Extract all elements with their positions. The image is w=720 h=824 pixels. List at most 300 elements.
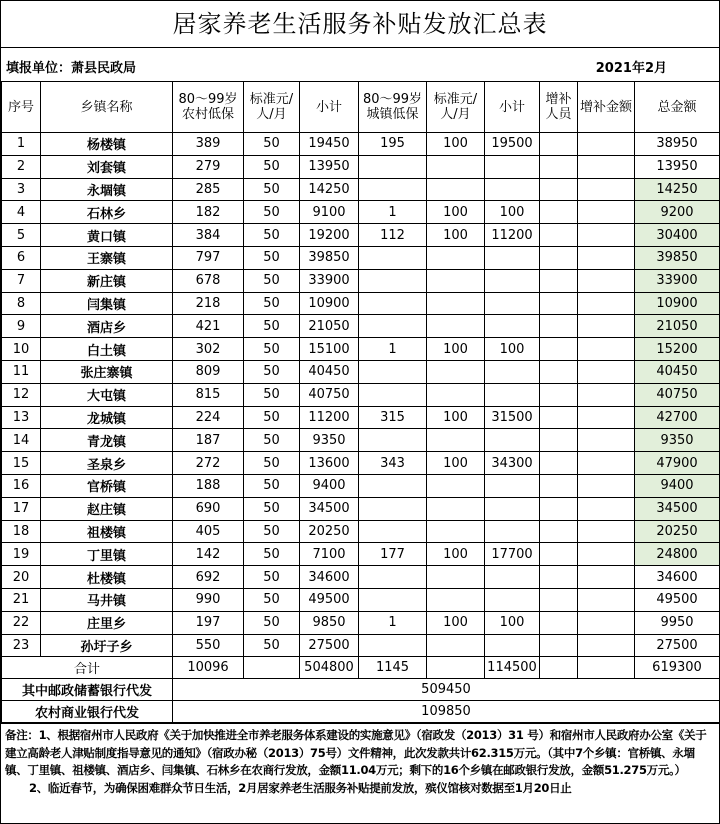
cell-std2 xyxy=(427,155,485,178)
cell-add-amount xyxy=(578,338,635,361)
cell-add-people xyxy=(540,360,578,383)
cell-sub2: 19500 xyxy=(485,133,540,156)
cell-total: 14250 xyxy=(635,178,720,201)
cell-sub2 xyxy=(485,566,540,589)
cell-sub2 xyxy=(485,178,540,201)
cell-rural: 302 xyxy=(173,338,244,361)
rural-bank-label: 农村商业银行代发 xyxy=(2,701,173,723)
rural-bank-value: 109850 xyxy=(173,701,720,723)
cell-total: 42700 xyxy=(635,406,720,429)
cell-urban xyxy=(359,520,427,543)
cell-std1: 50 xyxy=(244,566,300,589)
cell-total: 30400 xyxy=(635,224,720,247)
cell-sub1: 13600 xyxy=(300,452,359,475)
cell-add-people xyxy=(540,611,578,634)
table-row xyxy=(2,406,720,429)
cell-rural: 421 xyxy=(173,315,244,338)
cell-seq: 20 xyxy=(2,566,41,589)
cell-town: 赵庄镇 xyxy=(41,497,173,520)
cell-urban xyxy=(359,429,427,452)
cell-add-amount xyxy=(578,269,635,292)
cell-total: 15200 xyxy=(635,338,720,361)
cell-std1: 50 xyxy=(244,497,300,520)
cell-town: 杨楼镇 xyxy=(41,133,173,156)
table-row xyxy=(2,611,720,634)
cell-town: 官桥镇 xyxy=(41,474,173,497)
cell-add-people xyxy=(540,133,578,156)
cell-urban: 315 xyxy=(359,406,427,429)
cell-rural: 678 xyxy=(173,269,244,292)
cell-add-amount xyxy=(578,566,635,589)
postal-row xyxy=(2,679,720,701)
note-1: 备注：1、根据宿州市人民政府《关于加快推进全市养老服务体系建设的实施意见》（宿政发（2013）31 号）和宿州市人民政府办公室《关于建立高龄老人津贴制度指导意见的通知》（宿政办秘（2013）75号）文件精神，此次发款共计62.315万元。（其中7个乡镇：官桥镇、永堌镇、丁里镇、祖楼镇、酒店乡、闫集镇、石林乡在农商行发放，金额11.04万元；剩下的16个乡镇在邮政银行发放，金额51.275万元。） xyxy=(5,728,707,778)
cell-add-people xyxy=(540,497,578,520)
header-add-people: 增补人员 xyxy=(540,82,578,133)
cell-urban xyxy=(359,566,427,589)
cell-sub1: 33900 xyxy=(300,269,359,292)
cell-town: 丁里镇 xyxy=(41,543,173,566)
cell-sub1: 14250 xyxy=(300,178,359,201)
cell-urban xyxy=(359,246,427,269)
cell-add-amount xyxy=(578,429,635,452)
cell-sub1: 19450 xyxy=(300,133,359,156)
cell-seq: 9 xyxy=(2,315,41,338)
table-row xyxy=(2,292,720,315)
cell-sub1: 11200 xyxy=(300,406,359,429)
totals-rural: 10096 xyxy=(173,657,244,679)
cell-rural: 142 xyxy=(173,543,244,566)
cell-town: 孙圩子乡 xyxy=(41,634,173,657)
cell-rural: 272 xyxy=(173,452,244,475)
cell-add-people xyxy=(540,246,578,269)
cell-std1: 50 xyxy=(244,383,300,406)
cell-rural: 187 xyxy=(173,429,244,452)
cell-add-people xyxy=(540,406,578,429)
totals-total: 619300 xyxy=(635,657,720,679)
cell-add-people xyxy=(540,566,578,589)
cell-total: 20250 xyxy=(635,520,720,543)
table-row xyxy=(2,178,720,201)
table-row xyxy=(2,634,720,657)
cell-std2 xyxy=(427,429,485,452)
cell-urban xyxy=(359,383,427,406)
cell-sub2 xyxy=(485,429,540,452)
cell-town: 新庄镇 xyxy=(41,269,173,292)
cell-add-people xyxy=(540,452,578,475)
cell-add-people xyxy=(540,292,578,315)
cell-seq: 7 xyxy=(2,269,41,292)
cell-urban: 195 xyxy=(359,133,427,156)
cell-rural: 285 xyxy=(173,178,244,201)
cell-std2: 100 xyxy=(427,543,485,566)
cell-std2 xyxy=(427,588,485,611)
cell-add-amount xyxy=(578,246,635,269)
cell-sub2: 17700 xyxy=(485,543,540,566)
cell-sub2: 34300 xyxy=(485,452,540,475)
cell-urban xyxy=(359,634,427,657)
table-row xyxy=(2,566,720,589)
cell-add-amount xyxy=(578,155,635,178)
table-row xyxy=(2,155,720,178)
cell-rural: 224 xyxy=(173,406,244,429)
header-std2: 标准元/人/月 xyxy=(427,82,485,133)
header-sub1: 小计 xyxy=(300,82,359,133)
report-date: 2021年2月 xyxy=(595,61,667,76)
cell-sub1: 7100 xyxy=(300,543,359,566)
cell-sub2 xyxy=(485,588,540,611)
cell-total: 27500 xyxy=(635,634,720,657)
cell-total: 9350 xyxy=(635,429,720,452)
cell-rural: 182 xyxy=(173,201,244,224)
cell-sub1: 15100 xyxy=(300,338,359,361)
cell-std1: 50 xyxy=(244,406,300,429)
cell-urban: 112 xyxy=(359,224,427,247)
cell-add-amount xyxy=(578,224,635,247)
cell-add-amount xyxy=(578,406,635,429)
cell-add-amount xyxy=(578,133,635,156)
header-rural: 80～99岁农村低保 xyxy=(173,82,244,133)
cell-std1: 50 xyxy=(244,338,300,361)
cell-total: 38950 xyxy=(635,133,720,156)
cell-seq: 2 xyxy=(2,155,41,178)
cell-rural: 384 xyxy=(173,224,244,247)
cell-sub2 xyxy=(485,634,540,657)
cell-sub2 xyxy=(485,497,540,520)
cell-seq: 5 xyxy=(2,224,41,247)
totals-sub2: 114500 xyxy=(485,657,540,679)
cell-urban: 1 xyxy=(359,611,427,634)
cell-town: 圣泉乡 xyxy=(41,452,173,475)
cell-sub2: 100 xyxy=(485,338,540,361)
cell-sub2 xyxy=(485,520,540,543)
cell-urban xyxy=(359,497,427,520)
cell-add-people xyxy=(540,588,578,611)
cell-sub2 xyxy=(485,315,540,338)
cell-rural: 405 xyxy=(173,520,244,543)
cell-seq: 15 xyxy=(2,452,41,475)
table-row xyxy=(2,429,720,452)
cell-std2 xyxy=(427,360,485,383)
cell-std2: 100 xyxy=(427,338,485,361)
totals-row xyxy=(2,657,720,679)
table-row xyxy=(2,452,720,475)
cell-rural: 809 xyxy=(173,360,244,383)
cell-seq: 1 xyxy=(2,133,41,156)
cell-rural: 279 xyxy=(173,155,244,178)
cell-std1: 50 xyxy=(244,155,300,178)
cell-total: 40450 xyxy=(635,360,720,383)
cell-town: 永堌镇 xyxy=(41,178,173,201)
cell-std1: 50 xyxy=(244,201,300,224)
table-row xyxy=(2,383,720,406)
cell-seq: 17 xyxy=(2,497,41,520)
cell-sub2 xyxy=(485,246,540,269)
cell-add-people xyxy=(540,178,578,201)
cell-std2 xyxy=(427,566,485,589)
cell-sub1: 40450 xyxy=(300,360,359,383)
cell-sub2 xyxy=(485,360,540,383)
cell-std1: 50 xyxy=(244,452,300,475)
cell-seq: 11 xyxy=(2,360,41,383)
table-row xyxy=(2,543,720,566)
cell-sub2 xyxy=(485,269,540,292)
cell-seq: 3 xyxy=(2,178,41,201)
meta-row xyxy=(1,48,719,81)
cell-std1: 50 xyxy=(244,543,300,566)
cell-std1: 50 xyxy=(244,634,300,657)
cell-town: 张庄寨镇 xyxy=(41,360,173,383)
cell-add-people xyxy=(540,383,578,406)
cell-town: 大屯镇 xyxy=(41,383,173,406)
cell-seq: 4 xyxy=(2,201,41,224)
cell-total: 49500 xyxy=(635,588,720,611)
cell-rural: 692 xyxy=(173,566,244,589)
cell-urban xyxy=(359,474,427,497)
cell-add-people xyxy=(540,269,578,292)
cell-town: 黄口镇 xyxy=(41,224,173,247)
table-row xyxy=(2,246,720,269)
cell-town: 闫集镇 xyxy=(41,292,173,315)
cell-total: 13950 xyxy=(635,155,720,178)
cell-town: 马井镇 xyxy=(41,588,173,611)
cell-std1: 50 xyxy=(244,429,300,452)
cell-std1: 50 xyxy=(244,474,300,497)
cell-sub1: 27500 xyxy=(300,634,359,657)
cell-town: 酒店乡 xyxy=(41,315,173,338)
cell-add-amount xyxy=(578,588,635,611)
cell-add-amount xyxy=(578,634,635,657)
cell-std2: 100 xyxy=(427,406,485,429)
cell-total: 21050 xyxy=(635,315,720,338)
cell-std2: 100 xyxy=(427,452,485,475)
cell-std1: 50 xyxy=(244,269,300,292)
table-row xyxy=(2,474,720,497)
cell-sub1: 34600 xyxy=(300,566,359,589)
cell-std2: 100 xyxy=(427,224,485,247)
cell-rural: 815 xyxy=(173,383,244,406)
cell-total: 9400 xyxy=(635,474,720,497)
cell-add-amount xyxy=(578,520,635,543)
cell-town: 庄里乡 xyxy=(41,611,173,634)
header-urban: 80～99岁城镇低保 xyxy=(359,82,427,133)
cell-seq: 22 xyxy=(2,611,41,634)
cell-rural: 990 xyxy=(173,588,244,611)
totals-urban: 1145 xyxy=(359,657,427,679)
cell-sub2: 100 xyxy=(485,201,540,224)
cell-add-people xyxy=(540,224,578,247)
cell-seq: 18 xyxy=(2,520,41,543)
cell-std1: 50 xyxy=(244,520,300,543)
cell-sub2 xyxy=(485,292,540,315)
cell-add-amount xyxy=(578,292,635,315)
cell-sub1: 49500 xyxy=(300,588,359,611)
cell-add-people xyxy=(540,201,578,224)
cell-seq: 23 xyxy=(2,634,41,657)
cell-sub2 xyxy=(485,474,540,497)
cell-add-amount xyxy=(578,315,635,338)
cell-std2: 100 xyxy=(427,611,485,634)
cell-std2: 100 xyxy=(427,133,485,156)
cell-add-amount xyxy=(578,383,635,406)
cell-sub1: 19200 xyxy=(300,224,359,247)
table-row xyxy=(2,201,720,224)
cell-town: 青龙镇 xyxy=(41,429,173,452)
cell-sub1: 34500 xyxy=(300,497,359,520)
cell-urban xyxy=(359,155,427,178)
table-row xyxy=(2,269,720,292)
cell-total: 34500 xyxy=(635,497,720,520)
cell-std2 xyxy=(427,178,485,201)
postal-value: 509450 xyxy=(173,679,720,701)
cell-sub1: 39850 xyxy=(300,246,359,269)
cell-std2 xyxy=(427,292,485,315)
cell-urban: 177 xyxy=(359,543,427,566)
table-row xyxy=(2,224,720,247)
table-row xyxy=(2,133,720,156)
cell-rural: 389 xyxy=(173,133,244,156)
header-row xyxy=(2,82,720,133)
cell-add-amount xyxy=(578,543,635,566)
cell-rural: 550 xyxy=(173,634,244,657)
table-row xyxy=(2,360,720,383)
cell-rural: 197 xyxy=(173,611,244,634)
cell-sub2 xyxy=(485,155,540,178)
cell-add-amount xyxy=(578,611,635,634)
cell-seq: 16 xyxy=(2,474,41,497)
cell-town: 杜楼镇 xyxy=(41,566,173,589)
cell-add-amount xyxy=(578,178,635,201)
header-sub2: 小计 xyxy=(485,82,540,133)
cell-urban xyxy=(359,292,427,315)
cell-total: 9950 xyxy=(635,611,720,634)
notes xyxy=(1,723,719,797)
cell-rural: 218 xyxy=(173,292,244,315)
header-std1: 标准元/人/月 xyxy=(244,82,300,133)
cell-urban: 1 xyxy=(359,201,427,224)
cell-urban xyxy=(359,269,427,292)
note-2: 2、临近春节，为确保困难群众节日生活，2月居家养老生活服务补贴提前发放，殡仪馆核对数据至1月20日止 xyxy=(29,780,572,795)
cell-std1: 50 xyxy=(244,246,300,269)
reporting-unit: 填报单位：萧县民政局 xyxy=(6,61,137,76)
totals-label: 合计 xyxy=(2,657,173,679)
cell-add-amount xyxy=(578,474,635,497)
cell-add-amount xyxy=(578,201,635,224)
cell-add-amount xyxy=(578,452,635,475)
cell-sub1: 21050 xyxy=(300,315,359,338)
cell-urban xyxy=(359,588,427,611)
cell-add-amount xyxy=(578,497,635,520)
cell-sub2: 100 xyxy=(485,611,540,634)
cell-total: 34600 xyxy=(635,566,720,589)
cell-total: 24800 xyxy=(635,543,720,566)
cell-sub2: 11200 xyxy=(485,224,540,247)
rural-bank-row xyxy=(2,701,720,723)
cell-town: 石林乡 xyxy=(41,201,173,224)
cell-seq: 10 xyxy=(2,338,41,361)
cell-std2: 100 xyxy=(427,201,485,224)
table-row xyxy=(2,315,720,338)
cell-std2 xyxy=(427,634,485,657)
cell-std1: 50 xyxy=(244,360,300,383)
totals-sub1: 504800 xyxy=(300,657,359,679)
cell-std2 xyxy=(427,246,485,269)
subsidy-table xyxy=(1,81,720,723)
cell-urban xyxy=(359,178,427,201)
cell-std1: 50 xyxy=(244,224,300,247)
cell-seq: 14 xyxy=(2,429,41,452)
cell-std1: 50 xyxy=(244,178,300,201)
table-row xyxy=(2,338,720,361)
cell-std2 xyxy=(427,383,485,406)
cell-seq: 13 xyxy=(2,406,41,429)
cell-std1: 50 xyxy=(244,611,300,634)
cell-seq: 12 xyxy=(2,383,41,406)
cell-add-people xyxy=(540,520,578,543)
cell-add-people xyxy=(540,634,578,657)
cell-total: 33900 xyxy=(635,269,720,292)
page-title: 居家养老生活服务补贴发放汇总表 xyxy=(1,1,719,48)
cell-add-people xyxy=(540,429,578,452)
cell-urban: 343 xyxy=(359,452,427,475)
cell-town: 王寨镇 xyxy=(41,246,173,269)
cell-total: 39850 xyxy=(635,246,720,269)
cell-add-people xyxy=(540,474,578,497)
cell-total: 40750 xyxy=(635,383,720,406)
cell-std2 xyxy=(427,520,485,543)
cell-sub2: 31500 xyxy=(485,406,540,429)
cell-seq: 19 xyxy=(2,543,41,566)
header-total: 总金额 xyxy=(635,82,720,133)
cell-rural: 797 xyxy=(173,246,244,269)
cell-total: 9200 xyxy=(635,201,720,224)
cell-urban xyxy=(359,315,427,338)
cell-town: 龙城镇 xyxy=(41,406,173,429)
header-town: 乡镇名称 xyxy=(41,82,173,133)
cell-sub2 xyxy=(485,383,540,406)
cell-std2 xyxy=(427,497,485,520)
table-row xyxy=(2,520,720,543)
header-add-amount: 增补金额 xyxy=(578,82,635,133)
cell-std2 xyxy=(427,474,485,497)
cell-urban xyxy=(359,360,427,383)
cell-town: 白土镇 xyxy=(41,338,173,361)
cell-sub1: 9350 xyxy=(300,429,359,452)
header-seq: 序号 xyxy=(2,82,41,133)
cell-add-people xyxy=(540,543,578,566)
cell-town: 刘套镇 xyxy=(41,155,173,178)
cell-sub1: 9100 xyxy=(300,201,359,224)
cell-add-people xyxy=(540,315,578,338)
cell-std2 xyxy=(427,315,485,338)
cell-sub1: 13950 xyxy=(300,155,359,178)
cell-sub1: 9400 xyxy=(300,474,359,497)
cell-rural: 690 xyxy=(173,497,244,520)
cell-std1: 50 xyxy=(244,588,300,611)
cell-total: 47900 xyxy=(635,452,720,475)
cell-town: 祖楼镇 xyxy=(41,520,173,543)
cell-add-people xyxy=(540,155,578,178)
cell-seq: 21 xyxy=(2,588,41,611)
cell-sub1: 20250 xyxy=(300,520,359,543)
table-row xyxy=(2,497,720,520)
cell-total: 10900 xyxy=(635,292,720,315)
cell-add-amount xyxy=(578,360,635,383)
table-row xyxy=(2,588,720,611)
cell-sub1: 9850 xyxy=(300,611,359,634)
cell-rural: 188 xyxy=(173,474,244,497)
cell-std1: 50 xyxy=(244,292,300,315)
cell-sub1: 40750 xyxy=(300,383,359,406)
